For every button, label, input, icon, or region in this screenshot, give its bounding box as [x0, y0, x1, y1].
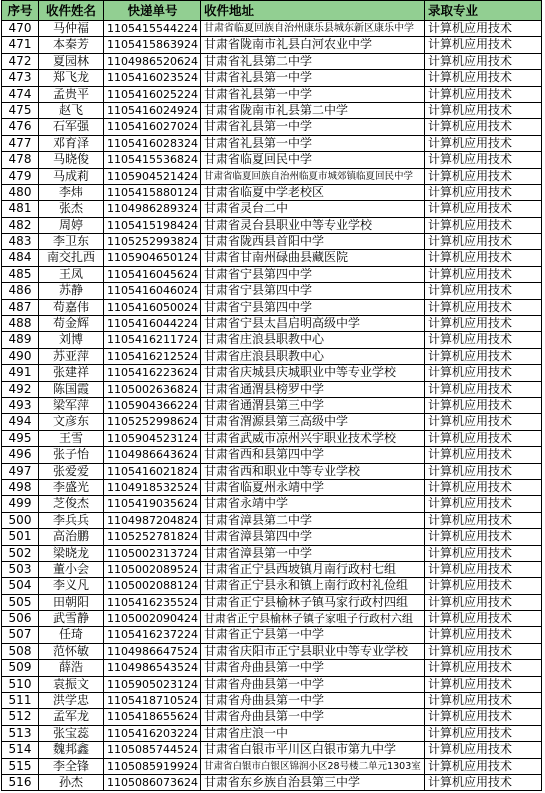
cell-address: 甘肃省礼县第一中学: [201, 70, 425, 85]
cell-index: 478: [2, 152, 39, 167]
cell-tracking-number: 1105416025224: [104, 87, 201, 102]
cell-tracking-number: 1105002089524: [104, 562, 201, 577]
cell-recipient-name: 芝俊杰: [39, 496, 104, 511]
cell-address: 甘肃省漳县第一中学: [201, 546, 425, 561]
cell-major: 计算机应用技术: [425, 742, 542, 757]
cell-recipient-name: 张子怡: [39, 447, 104, 462]
table-row: [2, 365, 542, 381]
table-row: [2, 119, 542, 135]
cell-index: 509: [2, 660, 39, 675]
cell-address: 甘肃省灵台县职业中等专业学校: [201, 218, 425, 233]
table-row: [2, 578, 542, 594]
cell-recipient-name: 李义凡: [39, 578, 104, 593]
cell-recipient-name: 苏亚萍: [39, 349, 104, 364]
cell-major: 计算机应用技术: [425, 365, 542, 380]
cell-major: 计算机应用技术: [425, 332, 542, 347]
cell-major: 计算机应用技术: [425, 136, 542, 151]
cell-recipient-name: 苟嘉伟: [39, 300, 104, 315]
cell-recipient-name: 张爱爱: [39, 464, 104, 479]
cell-tracking-number: 1105416235524: [104, 595, 201, 610]
table-row: [2, 300, 542, 316]
table-row: [2, 595, 542, 611]
cell-address: 甘肃省正宁县第一中学: [201, 627, 425, 642]
table-row: [2, 677, 542, 693]
cell-tracking-number: 1105416028324: [104, 136, 201, 151]
cell-address: 甘肃省陇西县首阳中学: [201, 234, 425, 249]
cell-recipient-name: 苏静: [39, 283, 104, 298]
cell-index: 471: [2, 37, 39, 52]
cell-recipient-name: 马仲福: [39, 21, 104, 36]
cell-index: 504: [2, 578, 39, 593]
cell-index: 515: [2, 759, 39, 774]
cell-major: 计算机应用技术: [425, 578, 542, 593]
table-row: [2, 37, 542, 53]
cell-address: 甘肃省庄浪县职教中心: [201, 349, 425, 364]
cell-address: 甘肃省舟曲县第一中学: [201, 693, 425, 708]
cell-major: 计算机应用技术: [425, 119, 542, 134]
cell-recipient-name: 马晓俊: [39, 152, 104, 167]
cell-tracking-number: 1104986647524: [104, 644, 201, 659]
cell-index: 483: [2, 234, 39, 249]
table-row: [2, 627, 542, 643]
cell-recipient-name: 张建祥: [39, 365, 104, 380]
cell-index: 477: [2, 136, 39, 151]
cell-address: 甘肃省白银市白银区锦润小区28号楼二单元1303室: [201, 759, 425, 774]
cell-address: 甘肃省通渭县榜罗中学: [201, 382, 425, 397]
cell-recipient-name: 王雪: [39, 431, 104, 446]
table-row: [2, 693, 542, 709]
cell-index: 494: [2, 414, 39, 429]
cell-major: 计算机应用技术: [425, 234, 542, 249]
header-cell-address: 收件地址: [201, 1, 425, 20]
table-row: [2, 775, 542, 791]
cell-index: 485: [2, 267, 39, 282]
cell-recipient-name: 孟军龙: [39, 709, 104, 724]
cell-recipient-name: 董小会: [39, 562, 104, 577]
cell-major: 计算机应用技术: [425, 218, 542, 233]
cell-tracking-number: 1105904366224: [104, 398, 201, 413]
cell-recipient-name: 张杰: [39, 201, 104, 216]
header-cell-tracking-number: 快递单号: [104, 1, 201, 20]
table-row: [2, 185, 542, 201]
cell-recipient-name: 洪学忠: [39, 693, 104, 708]
header-cell-index: 序号: [2, 1, 39, 20]
cell-major: 计算机应用技术: [425, 398, 542, 413]
table-row: [2, 529, 542, 545]
cell-index: 486: [2, 283, 39, 298]
cell-address: 甘肃省武威市凉州兴宇职业技术学校: [201, 431, 425, 446]
cell-major: 计算机应用技术: [425, 201, 542, 216]
cell-index: 500: [2, 513, 39, 528]
table-body: [2, 21, 542, 791]
cell-major: 计算机应用技术: [425, 87, 542, 102]
cell-recipient-name: 孙杰: [39, 775, 104, 790]
cell-index: 473: [2, 70, 39, 85]
table-row: [2, 218, 542, 234]
cell-address: 甘肃省东乡族自治县第三中学: [201, 775, 425, 790]
cell-tracking-number: 1105416046024: [104, 283, 201, 298]
cell-major: 计算机应用技术: [425, 250, 542, 265]
cell-address: 甘肃省礼县第一中学: [201, 136, 425, 151]
cell-major: 计算机应用技术: [425, 349, 542, 364]
header-cell-major: 录取专业: [425, 1, 542, 20]
table-row: [2, 87, 542, 103]
cell-index: 474: [2, 87, 39, 102]
table-row: [2, 21, 542, 37]
cell-address: 甘肃省临夏中学老校区: [201, 185, 425, 200]
cell-address: 甘肃省礼县第二中学: [201, 54, 425, 69]
cell-major: 计算机应用技术: [425, 103, 542, 118]
cell-index: 503: [2, 562, 39, 577]
cell-recipient-name: 田朝阳: [39, 595, 104, 610]
cell-recipient-name: 刘博: [39, 332, 104, 347]
cell-index: 484: [2, 250, 39, 265]
cell-tracking-number: 1105252993824: [104, 234, 201, 249]
table-row: [2, 349, 542, 365]
table-row: [2, 136, 542, 152]
table-row: [2, 267, 542, 283]
cell-major: 计算机应用技术: [425, 37, 542, 52]
cell-tracking-number: 1105002636824: [104, 382, 201, 397]
header-row: [2, 1, 542, 21]
cell-major: 计算机应用技术: [425, 447, 542, 462]
cell-index: 487: [2, 300, 39, 315]
header-cell-recipient-name: 收件姓名: [39, 1, 104, 20]
cell-address: 甘肃省灵台二中: [201, 201, 425, 216]
cell-recipient-name: 任琦: [39, 627, 104, 642]
cell-tracking-number: 1105415198424: [104, 218, 201, 233]
cell-tracking-number: 1105416237224: [104, 627, 201, 642]
cell-tracking-number: 1105904521424: [104, 169, 201, 184]
cell-major: 计算机应用技术: [425, 496, 542, 511]
cell-address: 甘肃省庆城县庆城职业中等专业学校: [201, 365, 425, 380]
cell-recipient-name: 张宝蕊: [39, 726, 104, 741]
cell-recipient-name: 李兵兵: [39, 513, 104, 528]
cell-address: 甘肃省甘南州碌曲县藏医院: [201, 250, 425, 265]
cell-tracking-number: 1105416027024: [104, 119, 201, 134]
cell-major: 计算机应用技术: [425, 693, 542, 708]
table-row: [2, 70, 542, 86]
cell-tracking-number: 1104986643624: [104, 447, 201, 462]
table-row: [2, 398, 542, 414]
table-row: [2, 562, 542, 578]
cell-tracking-number: 1105416211724: [104, 332, 201, 347]
cell-index: 495: [2, 431, 39, 446]
cell-index: 472: [2, 54, 39, 69]
cell-tracking-number: 1105416021824: [104, 464, 201, 479]
cell-recipient-name: 李炜: [39, 185, 104, 200]
cell-tracking-number: 1105418655624: [104, 709, 201, 724]
cell-address: 甘肃省庄浪一中: [201, 726, 425, 741]
cell-address: 甘肃省礼县第一中学: [201, 119, 425, 134]
cell-tracking-number: 1105086073624: [104, 775, 201, 790]
cell-address: 甘肃省宁县第四中学: [201, 283, 425, 298]
cell-recipient-name: 郑飞龙: [39, 70, 104, 85]
cell-address: 甘肃省正宁县西坡镇月南行政村七组: [201, 562, 425, 577]
cell-recipient-name: 李全锋: [39, 759, 104, 774]
table-row: [2, 250, 542, 266]
cell-index: 516: [2, 775, 39, 790]
table-row: [2, 431, 542, 447]
cell-index: 505: [2, 595, 39, 610]
cell-address: 甘肃省永靖中学: [201, 496, 425, 511]
cell-index: 488: [2, 316, 39, 331]
cell-major: 计算机应用技术: [425, 677, 542, 692]
cell-recipient-name: 赵飞: [39, 103, 104, 118]
cell-recipient-name: 马成莉: [39, 169, 104, 184]
table-row: [2, 644, 542, 660]
table-row: [2, 316, 542, 332]
cell-tracking-number: 1105415544224: [104, 21, 201, 36]
cell-tracking-number: 1105418710524: [104, 693, 201, 708]
table-row: [2, 709, 542, 725]
table-row: [2, 332, 542, 348]
cell-tracking-number: 1104986520624: [104, 54, 201, 69]
cell-index: 498: [2, 480, 39, 495]
cell-recipient-name: 梁军萍: [39, 398, 104, 413]
cell-tracking-number: 1105002313724: [104, 546, 201, 561]
cell-index: 514: [2, 742, 39, 757]
cell-major: 计算机应用技术: [425, 283, 542, 298]
cell-index: 513: [2, 726, 39, 741]
cell-address: 甘肃省西和县第四中学: [201, 447, 425, 462]
cell-major: 计算机应用技术: [425, 644, 542, 659]
cell-index: 482: [2, 218, 39, 233]
cell-index: 508: [2, 644, 39, 659]
cell-index: 511: [2, 693, 39, 708]
cell-major: 计算机应用技术: [425, 775, 542, 790]
cell-index: 512: [2, 709, 39, 724]
cell-address: 甘肃省陇南市礼县白河农业中学: [201, 37, 425, 52]
cell-index: 506: [2, 611, 39, 626]
cell-address: 甘肃省宁县第四中学: [201, 300, 425, 315]
cell-address: 甘肃省舟曲县第一中学: [201, 660, 425, 675]
table-row: [2, 759, 542, 775]
cell-address: 甘肃省临夏回民中学: [201, 152, 425, 167]
cell-tracking-number: 1105252781824: [104, 529, 201, 544]
cell-index: 496: [2, 447, 39, 462]
cell-tracking-number: 1105002090424: [104, 611, 201, 626]
cell-major: 计算机应用技术: [425, 480, 542, 495]
cell-index: 502: [2, 546, 39, 561]
cell-index: 499: [2, 496, 39, 511]
cell-tracking-number: 1104987204824: [104, 513, 201, 528]
cell-tracking-number: 1105252998624: [104, 414, 201, 429]
table-row: [2, 726, 542, 742]
cell-address: 甘肃省临夏州永靖中学: [201, 480, 425, 495]
cell-tracking-number: 1105419035624: [104, 496, 201, 511]
table-row: [2, 201, 542, 217]
cell-recipient-name: 陈国霞: [39, 382, 104, 397]
cell-index: 470: [2, 21, 39, 36]
cell-major: 计算机应用技术: [425, 70, 542, 85]
cell-index: 475: [2, 103, 39, 118]
cell-recipient-name: 王凤: [39, 267, 104, 282]
cell-address: 甘肃省正宁县榆林子镇子家咀子行政村六组: [201, 611, 425, 626]
cell-address: 甘肃省正宁县永和镇上南行政村礼俭组: [201, 578, 425, 593]
cell-address: 甘肃省临夏回族自治州康乐县城东新区康乐中学: [201, 21, 425, 36]
cell-address: 甘肃省漳县第二中学: [201, 513, 425, 528]
cell-tracking-number: 1105415880124: [104, 185, 201, 200]
cell-tracking-number: 1105416044224: [104, 316, 201, 331]
cell-recipient-name: 李盛光: [39, 480, 104, 495]
table-row: [2, 152, 542, 168]
table-row: [2, 447, 542, 463]
table-row: [2, 660, 542, 676]
cell-major: 计算机应用技术: [425, 611, 542, 626]
cell-major: 计算机应用技术: [425, 529, 542, 544]
cell-major: 计算机应用技术: [425, 709, 542, 724]
cell-index: 497: [2, 464, 39, 479]
cell-recipient-name: 李卫东: [39, 234, 104, 249]
table-row: [2, 54, 542, 70]
table-row: [2, 169, 542, 185]
cell-tracking-number: 1105085744524: [104, 742, 201, 757]
cell-tracking-number: 1105904523124: [104, 431, 201, 446]
cell-index: 510: [2, 677, 39, 692]
cell-address: 甘肃省正宁县榆林子镇马家行政村四组: [201, 595, 425, 610]
cell-tracking-number: 1105416023524: [104, 70, 201, 85]
cell-major: 计算机应用技术: [425, 414, 542, 429]
cell-tracking-number: 1104986289324: [104, 201, 201, 216]
cell-major: 计算机应用技术: [425, 546, 542, 561]
cell-major: 计算机应用技术: [425, 169, 542, 184]
table-row: [2, 742, 542, 758]
cell-index: 489: [2, 332, 39, 347]
table-row: [2, 496, 542, 512]
cell-tracking-number: 1104918532524: [104, 480, 201, 495]
cell-recipient-name: 梁晓龙: [39, 546, 104, 561]
cell-address: 甘肃省庄浪县职教中心: [201, 332, 425, 347]
cell-index: 507: [2, 627, 39, 642]
cell-address: 甘肃省舟曲县第一中学: [201, 709, 425, 724]
cell-recipient-name: 石军强: [39, 119, 104, 134]
cell-address: 甘肃省宁县太昌启明高级中学: [201, 316, 425, 331]
cell-recipient-name: 本秦芳: [39, 37, 104, 52]
cell-tracking-number: 1105002088124: [104, 578, 201, 593]
cell-major: 计算机应用技术: [425, 627, 542, 642]
cell-tracking-number: 1105416045624: [104, 267, 201, 282]
data-table: [1, 0, 542, 791]
cell-tracking-number: 1105416203224: [104, 726, 201, 741]
cell-index: 490: [2, 349, 39, 364]
cell-index: 491: [2, 365, 39, 380]
cell-index: 492: [2, 382, 39, 397]
cell-major: 计算机应用技术: [425, 267, 542, 282]
cell-major: 计算机应用技术: [425, 759, 542, 774]
cell-major: 计算机应用技术: [425, 54, 542, 69]
cell-recipient-name: 袁振文: [39, 677, 104, 692]
cell-major: 计算机应用技术: [425, 513, 542, 528]
cell-tracking-number: 1105416024924: [104, 103, 201, 118]
cell-tracking-number: 1105905023124: [104, 677, 201, 692]
cell-index: 481: [2, 201, 39, 216]
cell-index: 480: [2, 185, 39, 200]
cell-address: 甘肃省通渭县第三中学: [201, 398, 425, 413]
table-row: [2, 382, 542, 398]
cell-recipient-name: 孟贵平: [39, 87, 104, 102]
table-row: [2, 513, 542, 529]
table-row: [2, 480, 542, 496]
cell-tracking-number: 1105904650124: [104, 250, 201, 265]
table-row: [2, 464, 542, 480]
cell-address: 甘肃省舟曲县第一中学: [201, 677, 425, 692]
cell-index: 501: [2, 529, 39, 544]
cell-address: 甘肃省白银市平川区白银市第九中学: [201, 742, 425, 757]
cell-recipient-name: 薛浩: [39, 660, 104, 675]
cell-address: 甘肃省漳县第四中学: [201, 529, 425, 544]
cell-major: 计算机应用技术: [425, 562, 542, 577]
table-row: [2, 546, 542, 562]
table-row: [2, 611, 542, 627]
cell-address: 甘肃省渭源县第三高级中学: [201, 414, 425, 429]
table-row: [2, 234, 542, 250]
cell-address: 甘肃省陇南市礼县第二中学: [201, 103, 425, 118]
cell-recipient-name: 苟金辉: [39, 316, 104, 331]
cell-major: 计算机应用技术: [425, 595, 542, 610]
cell-major: 计算机应用技术: [425, 660, 542, 675]
cell-tracking-number: 1105416212524: [104, 349, 201, 364]
cell-recipient-name: 周婷: [39, 218, 104, 233]
table-row: [2, 103, 542, 119]
cell-major: 计算机应用技术: [425, 300, 542, 315]
cell-tracking-number: 1105416223624: [104, 365, 201, 380]
cell-recipient-name: 夏园林: [39, 54, 104, 69]
cell-major: 计算机应用技术: [425, 152, 542, 167]
cell-index: 493: [2, 398, 39, 413]
cell-major: 计算机应用技术: [425, 316, 542, 331]
cell-index: 476: [2, 119, 39, 134]
cell-address: 甘肃省宁县第四中学: [201, 267, 425, 282]
cell-index: 479: [2, 169, 39, 184]
cell-recipient-name: 范怀敏: [39, 644, 104, 659]
cell-major: 计算机应用技术: [425, 726, 542, 741]
table-row: [2, 414, 542, 430]
cell-recipient-name: 高治鹏: [39, 529, 104, 544]
cell-recipient-name: 魏邦鑫: [39, 742, 104, 757]
cell-address: 甘肃省西和职业中等专业学校: [201, 464, 425, 479]
cell-major: 计算机应用技术: [425, 185, 542, 200]
cell-recipient-name: 文彦东: [39, 414, 104, 429]
cell-address: 甘肃省庆阳市正宁县职业中等专业学校: [201, 644, 425, 659]
cell-tracking-number: 1105416050024: [104, 300, 201, 315]
table-row: [2, 283, 542, 299]
cell-major: 计算机应用技术: [425, 464, 542, 479]
cell-recipient-name: 武雪静: [39, 611, 104, 626]
cell-address: 甘肃省礼县第一中学: [201, 87, 425, 102]
cell-tracking-number: 1105085919924: [104, 759, 201, 774]
cell-major: 计算机应用技术: [425, 431, 542, 446]
cell-address: 甘肃省临夏回族自治州临夏市城郊镇临夏回民中学: [201, 169, 425, 184]
cell-tracking-number: 1105415863924: [104, 37, 201, 52]
cell-major: 计算机应用技术: [425, 21, 542, 36]
cell-recipient-name: 南交扎西: [39, 250, 104, 265]
cell-tracking-number: 1105415536824: [104, 152, 201, 167]
cell-major: 计算机应用技术: [425, 382, 542, 397]
cell-recipient-name: 邓育泽: [39, 136, 104, 151]
cell-tracking-number: 1104986543524: [104, 660, 201, 675]
